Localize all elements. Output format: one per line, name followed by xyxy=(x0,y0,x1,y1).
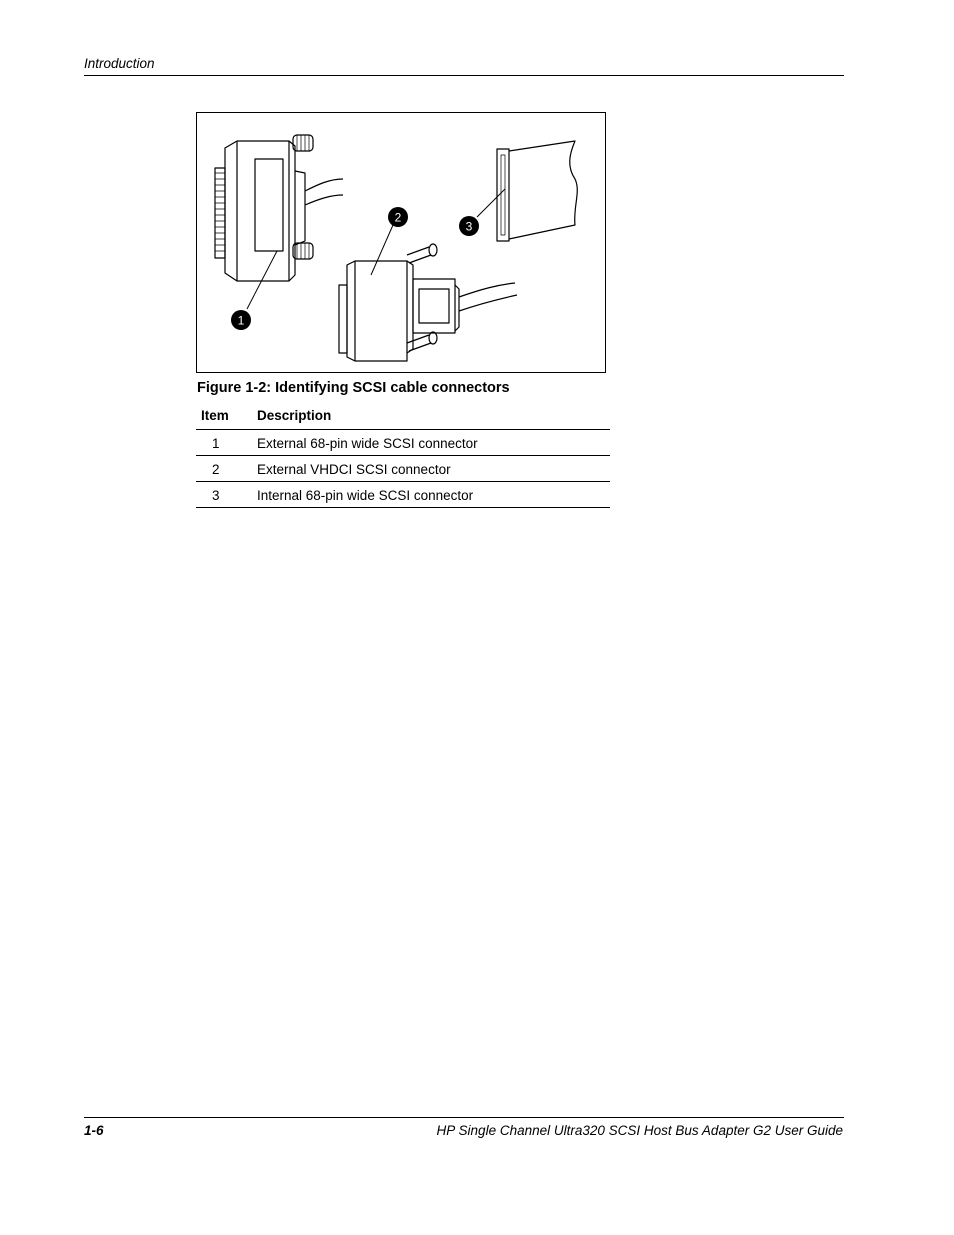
guide-title: HP Single Channel Ultra320 SCSI Host Bus Adapter G2 User Guide xyxy=(436,1123,843,1138)
row-description: External VHDCI SCSI connector xyxy=(257,462,451,477)
callout-2-label: 2 xyxy=(394,210,402,225)
row-item: 3 xyxy=(212,488,220,503)
page-header xyxy=(84,55,844,76)
connector-table xyxy=(196,402,610,508)
row-item: 1 xyxy=(212,436,220,451)
scsi-connectors-illustration xyxy=(197,113,607,374)
page-footer xyxy=(84,1117,844,1142)
row-description: Internal 68-pin wide SCSI connector xyxy=(257,488,474,503)
table-row xyxy=(196,430,610,456)
connector-1-drawing xyxy=(215,135,343,309)
table-header-row xyxy=(196,402,610,430)
connector-3-drawing xyxy=(477,141,577,241)
connector-2-drawing xyxy=(339,225,517,361)
table-row xyxy=(196,456,610,482)
callout-2 xyxy=(388,207,408,227)
table-row xyxy=(196,482,610,508)
callout-1 xyxy=(231,310,251,330)
column-header-item: Item xyxy=(201,408,229,423)
row-description: External 68-pin wide SCSI connector xyxy=(257,436,478,451)
column-header-description: Description xyxy=(257,408,332,423)
section-title: Introduction xyxy=(84,56,155,71)
figure-frame xyxy=(196,112,606,373)
callout-3 xyxy=(459,216,479,236)
callout-1-label: 1 xyxy=(237,313,245,328)
row-item: 2 xyxy=(212,462,220,477)
page-number: 1-6 xyxy=(84,1123,104,1138)
callout-3-label: 3 xyxy=(465,219,473,234)
figure-caption: Figure 1-2: Identifying SCSI cable connectors xyxy=(197,380,510,396)
